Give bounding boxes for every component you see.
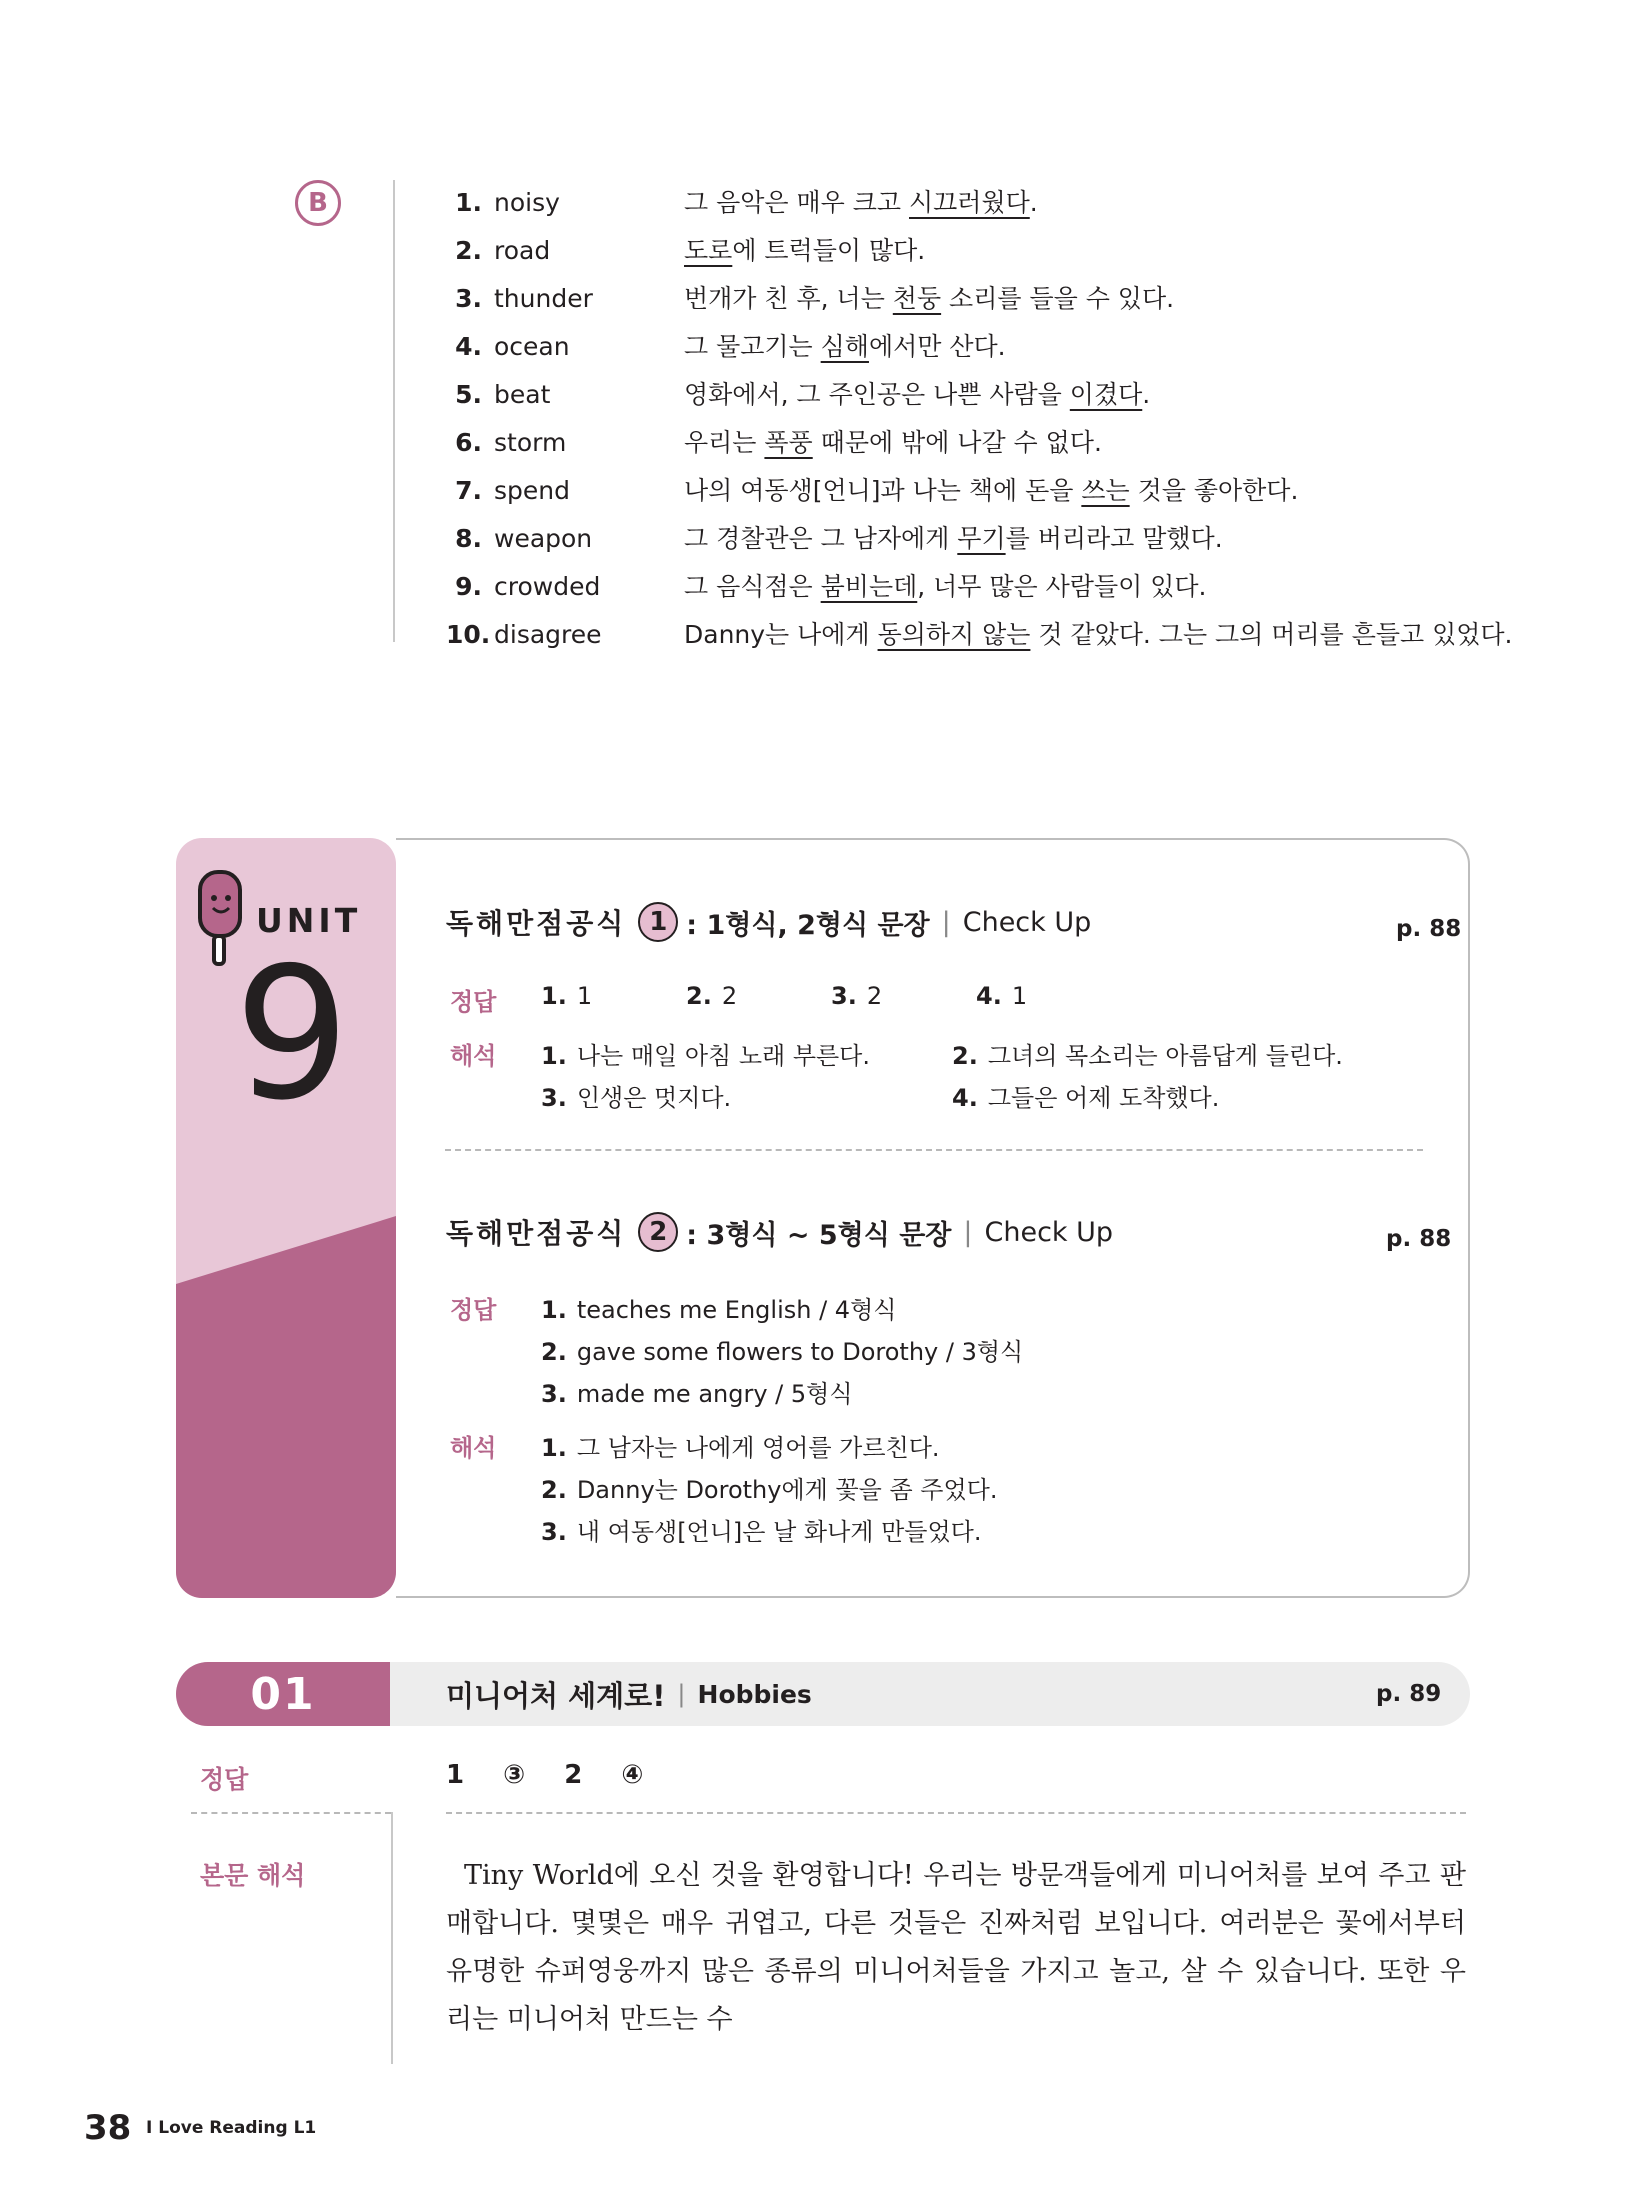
formula1-subtitle: Check Up [962,906,1092,938]
vocab-item [446,276,1546,322]
formula1-deco-title: 독해만점공식 [446,907,627,940]
vocab-sentence-text: . [1029,188,1038,217]
vocab-underlined-word: 동의하지 않는 [877,620,1031,649]
vocab-word: disagree [494,620,602,649]
lesson-title-row [446,1662,812,1726]
unit-label: UNIT [256,901,362,940]
vocab-example-sentence [684,228,925,274]
formula2-deco-title: 독해만점공식 [446,1217,627,1250]
formula2-translation-3: 3. 내 여동생[언니]은 날 화나게 만들었다. [541,1518,982,1546]
vocab-number: 1. [455,188,482,217]
vocab-sentence-text: 것 같았다. 그는 그의 머리를 흔들고 있었다. [1030,620,1513,649]
unit-number: 9 [234,928,350,1140]
vocab-underlined-word: 폭풍 [764,428,813,457]
vocab-number: 7. [455,476,482,505]
lesson-answers: 1 ③ 2 ④ [446,1760,644,1790]
lesson-topic: Hobbies [697,1679,812,1709]
vocab-underlined-word: 쓰는 [1081,476,1130,505]
vocab-word: ocean [494,332,570,361]
formula1-translation-3: 3. 인생은 멋지다. [541,1084,732,1112]
formula1-translation-label: 해석 [450,1042,497,1070]
vocab-item [446,180,1546,226]
vocab-sentence-text: 에 트럭들이 많다. [732,236,926,265]
vocab-example-sentence [684,516,1223,562]
vocab-sentence-text: , 너무 많은 사람들이 있다. [917,572,1207,601]
vocab-item [446,324,1546,370]
formula2-answer-1: 1. teaches me English / 4형식 [541,1296,897,1324]
vocab-word: weapon [494,524,593,553]
formula2-translation-2: 2. Danny는 Dorothy에게 꽃을 좀 주었다. [541,1476,998,1504]
vocab-sentence-text: 소리를 들을 수 있다. [941,284,1175,313]
vocab-number: 6. [455,428,482,457]
vocab-sentence-text: . [1142,380,1151,409]
vocab-sentence-text: 그 음식점은 [684,572,821,601]
vocab-sentence-text: 를 버리라고 말했다. [1005,524,1223,553]
vocab-example-sentence [684,612,1513,658]
vocab-sentence-text: 것을 좋아한다. [1129,476,1299,505]
vocab-sentence-text: 우리는 [684,428,765,457]
formula2-translation-label: 해석 [450,1434,497,1462]
vocab-example-sentence [684,276,1174,322]
book-title: I Love Reading L1 [146,2118,317,2138]
vocab-example-sentence [684,324,1006,370]
unit-side-dark-shape [176,1216,396,1598]
formula1-answer-4: 4. 1 [976,982,1028,1010]
vocab-item [446,564,1546,610]
vocab-number: 4. [455,332,482,361]
vocab-word: storm [494,428,567,457]
formula1-page-ref: p. 88 [1396,916,1462,942]
vocab-underlined-word: 천둥 [892,284,942,313]
vocab-sentence-text: 그 음악은 매우 크고 [684,188,909,217]
formula1-heading [446,902,1091,942]
formula1-answer-2: 2. 2 [686,982,738,1010]
vocab-example-sentence [684,420,1102,466]
section-b-divider [393,180,395,642]
formula-divider [445,1149,1423,1151]
vocab-sentence-text: 그 경찰관은 그 남자에게 [684,524,958,553]
vocab-underlined-word: 이겼다 [1069,380,1143,409]
vocab-sentence-text: 에서만 산다. [868,332,1006,361]
vocab-word: spend [494,476,570,505]
formula1-answer-3: 3. 2 [831,982,883,1010]
vocab-item [446,516,1546,562]
page-number: 38 [84,2108,132,2148]
lesson-separator: | [677,1680,686,1708]
vocab-example-sentence [684,180,1038,226]
formula2-separator: | [963,1216,973,1248]
formula2-translation-1: 1. 그 남자는 나에게 영어를 가르친다. [541,1434,940,1462]
vocab-sentence-text: 나의 여동생[언니]과 나는 책에 돈을 [684,476,1082,505]
vocab-example-sentence [684,468,1298,514]
vocab-item [446,468,1546,514]
lesson-divider-left [191,1812,391,1814]
lesson-translation-label: 본문 해석 [200,1861,306,1890]
vocab-underlined-word: 붐비는데 [820,572,918,601]
formula2-title: : 3형식 ~ 5형식 문장 [686,1219,952,1251]
vocab-underlined-word: 도로 [684,236,733,265]
vocab-word: beat [494,380,551,409]
lesson-page-ref: p. 89 [1376,1681,1442,1707]
formula1-answer-1: 1. 1 [541,982,593,1010]
formula2-answer-label: 정답 [450,1296,497,1324]
lesson-translation-body: Tiny World에 오신 것을 환영합니다! 우리는 방문객들에게 미니어처를 보여 주고 판매합니다. 몇몇은 매우 귀엽고, 다른 것들은 진짜처럼 보입니다. 여러분은 꽃에서부터 유명한 슈퍼영웅까지 많은 종류의 미니어처들을 가지고 놀고, 살 수 있습니다. 또한 우리는 미니어처 만드는 수 [446,1860,1466,2035]
formula1-translation-2: 2. 그녀의 목소리는 아름답게 들린다. [952,1042,1343,1070]
vocab-example-sentence [684,564,1206,610]
vocab-item [446,420,1546,466]
vocab-sentence-text: 때문에 밖에 나갈 수 없다. [812,428,1102,457]
formula2-heading [446,1212,1113,1252]
formula2-answer-2: 2. gave some flowers to Dorothy / 3형식 [541,1338,1024,1366]
unit-side-panel [176,838,396,1598]
formula1-number-badge: 1 [638,902,678,942]
vocab-number: 9. [455,572,482,601]
vocab-underlined-word: 심해 [820,332,869,361]
formula1-translation-4: 4. 그들은 어제 도착했다. [952,1084,1220,1112]
formula2-answer-3: 3. made me angry / 5형식 [541,1380,853,1408]
vocab-word: crowded [494,572,601,601]
vocab-sentence-text: 그 물고기는 [684,332,821,361]
vocab-sentence-text: Danny는 나에게 [684,620,878,649]
formula2-number-badge: 2 [638,1212,678,1252]
vocab-underlined-word: 시끄러웠다 [909,188,1030,217]
vocab-number: 10. [446,620,491,649]
lesson-divider-right [446,1812,1466,1814]
lesson-number: 01 [250,1668,316,1720]
formula1-answer-label: 정답 [450,988,497,1016]
formula1-title: : 1형식, 2형식 문장 [686,909,930,941]
vocab-sentence-text: 번개가 친 후, 너는 [684,284,893,313]
vocab-example-sentence [684,372,1150,418]
vocab-word: road [494,236,551,265]
formula2-subtitle: Check Up [984,1216,1114,1248]
formula2-page-ref: p. 88 [1386,1226,1452,1252]
lesson-vertical-divider [391,1812,393,2064]
vocab-word: thunder [494,284,593,313]
vocab-number: 5. [455,380,482,409]
formula1-translation-1: 1. 나는 매일 아침 노래 부른다. [541,1042,870,1070]
vocab-number: 2. [455,236,482,265]
vocab-item [446,372,1546,418]
lesson-title: 미니어처 세계로! [446,1678,666,1713]
vocab-sentence-text: 영화에서, 그 주인공은 나쁜 사람을 [684,380,1070,409]
vocab-number: 3. [455,284,482,313]
vocab-word: noisy [494,188,560,217]
vocab-underlined-word: 무기 [957,524,1006,553]
vocab-item [446,612,1546,658]
lesson-answer-label: 정답 [200,1765,249,1794]
section-b-badge: B [295,180,341,226]
formula1-separator: | [941,906,951,938]
vocab-number: 8. [455,524,482,553]
vocab-item [446,228,1546,274]
